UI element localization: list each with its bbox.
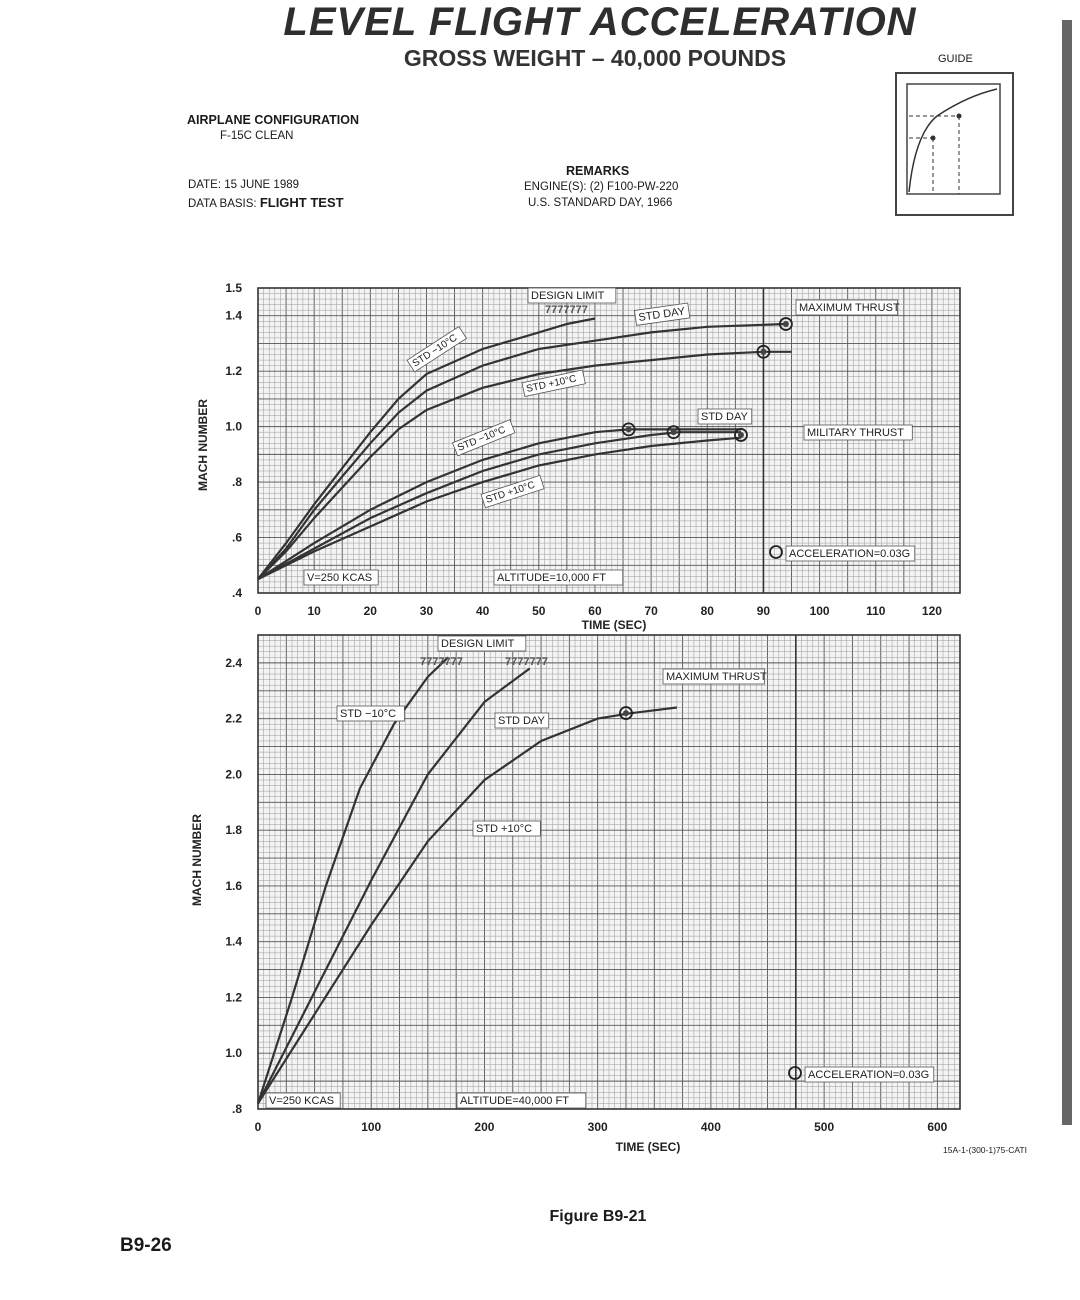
chart1-y-tick-label: 1.5	[225, 281, 242, 295]
chart1-label-std-day-mil-group	[698, 409, 752, 424]
page-number: B9-26	[120, 1235, 172, 1256]
chart1-label-altitude-group	[494, 570, 623, 585]
chart2-label-altitude-group	[457, 1093, 586, 1108]
chart2-label-maximum-thrust-group	[663, 669, 767, 684]
chart2-label-std-minus10: STD −10°C	[340, 708, 397, 720]
chart2-marker-dot	[623, 710, 629, 716]
chart1-label-maximum-thrust-group	[796, 300, 900, 315]
guide-label: GUIDE	[938, 53, 973, 65]
chart1-label-design-limit-group	[528, 288, 616, 303]
chart2-label-maximum-thrust: MAXIMUM THRUST	[666, 671, 767, 683]
page-title: LEVEL FLIGHT ACCELERATION	[283, 0, 917, 44]
chart1-x-tick-label: 120	[921, 604, 942, 618]
chart1-design-limit-hatch: 7777777	[545, 304, 588, 316]
chart2-y-tick-label: 2.0	[225, 767, 242, 782]
chart2-y-tick-label: 2.2	[225, 711, 242, 726]
chart1-label-std-plus10-mil: STD +10°C	[484, 479, 537, 506]
chart1-label-design-limit: DESIGN LIMIT	[531, 290, 605, 302]
page-subtitle: GROSS WEIGHT – 40,000 POUNDS	[403, 45, 787, 71]
remarks-heading: REMARKS	[566, 164, 630, 178]
chart1-y-tick-label: .6	[231, 530, 242, 545]
chart2-label-altitude: ALTITUDE=40,000 FT	[460, 1095, 569, 1107]
chart1-x-tick-label: 40	[475, 604, 490, 618]
chart1-y-tick-label: .8	[231, 475, 242, 490]
chart2-label-acceleration: ACCELERATION=0.03G	[808, 1069, 930, 1081]
chart1-label-velocity: V=250 KCAS	[307, 572, 373, 584]
chart1-x-tick-label: 80	[700, 604, 714, 618]
chart2-x-tick-label: 0	[254, 1120, 262, 1134]
chart1-marker-dot	[738, 432, 744, 438]
chart2-x-tick-label: 100	[361, 1120, 382, 1134]
chart1-x-tick-label: 30	[419, 604, 434, 618]
chart2-label-std-day-group	[495, 713, 549, 728]
config-heading: AIRPLANE CONFIGURATION	[187, 113, 359, 127]
chart1-label-altitude: ALTITUDE=10,000 FT	[497, 572, 606, 584]
chart2-design-limit-hatch-1: 7777777	[420, 656, 463, 668]
chart2-label-std-plus10-group	[473, 821, 540, 836]
remarks-engines: ENGINE(S): (2) F100-PW-220	[524, 181, 679, 193]
chart1-label-std-minus10-mil: STD −10°C	[456, 424, 508, 454]
chart1-x-axis-label: TIME (SEC)	[581, 618, 647, 632]
chart2-y-tick-label: 1.6	[225, 878, 242, 893]
chart2-x-tick-label: 500	[814, 1120, 835, 1134]
chart2-x-tick-label: 300	[587, 1120, 608, 1134]
chart1-x-tick-label: 10	[307, 604, 321, 618]
config-aircraft: F-15C CLEAN	[220, 130, 294, 142]
chart1-label-std-day-mil: STD DAY	[701, 411, 748, 423]
data-basis-label: DATA BASIS:	[188, 198, 257, 210]
chart1-label-military-thrust: MILITARY THRUST	[807, 427, 904, 439]
chart1-label-std-minus10-max: STD −10°C	[410, 332, 460, 370]
chart1-marker-dot	[760, 349, 766, 355]
chart2-x-tick-label: 400	[700, 1120, 721, 1134]
chart1-x-tick-label: 50	[532, 604, 546, 618]
chart2-label-design-limit-group	[438, 636, 526, 651]
chart1-label-std-plus10-max: STD +10°C	[525, 373, 578, 395]
chart1-marker-dot	[671, 429, 677, 435]
chart2-design-limit-hatch-2: 7777777	[505, 656, 548, 668]
chart1-x-tick-label: 90	[756, 604, 771, 618]
chart1-x-tick-label: 100	[809, 604, 830, 618]
chart2-label-std-day: STD DAY	[498, 715, 545, 727]
chart2-label-acceleration-group	[805, 1067, 934, 1082]
chart2-x-tick-label: 200	[474, 1120, 495, 1134]
chart1-x-tick-label: 70	[644, 604, 658, 618]
chart2-y-tick-label: .8	[231, 1102, 242, 1116]
figure-caption: Figure B9-21	[549, 1208, 647, 1225]
chart1-label-acceleration: ACCELERATION=0.03G	[789, 548, 911, 560]
chart2-y-tick-label: 2.4	[225, 655, 242, 670]
chart2-x-tick-label: 600	[927, 1120, 948, 1134]
chart1-y-axis-label: MACH NUMBER	[196, 399, 210, 491]
chart1-label-acceleration-group	[786, 546, 915, 561]
chart2-label-design-limit: DESIGN LIMIT	[441, 638, 515, 650]
chart1-x-tick-label: 0	[254, 604, 262, 618]
remarks-atmosphere: U.S. STANDARD DAY, 1966	[528, 197, 673, 209]
chart2-y-tick-label: 1.0	[225, 1046, 242, 1061]
chart2-x-axis-label: TIME (SEC)	[615, 1140, 681, 1154]
chart2-y-tick-label: 1.2	[225, 990, 242, 1005]
figure-reference: 15A-1-(300-1)75-CATI	[943, 1145, 1027, 1155]
chart1-y-tick-label: 1.0	[225, 419, 242, 434]
chart1-label-maximum-thrust: MAXIMUM THRUST	[799, 302, 900, 314]
chart2-label-velocity: V=250 KCAS	[269, 1095, 335, 1107]
chart2-y-tick-label: 1.4	[225, 934, 242, 949]
chart2-label-std-plus10: STD +10°C	[476, 823, 533, 835]
chart2-y-axis-label: MACH NUMBER	[190, 814, 204, 906]
chart2-label-std-minus10-group	[337, 706, 404, 721]
chart1-marker-dot	[626, 426, 632, 432]
chart2-y-tick-label: 1.8	[225, 823, 242, 838]
chart1-x-tick-label: 20	[363, 604, 377, 618]
chart1-y-tick-label: 1.2	[225, 364, 242, 379]
chart1-label-std-day-max: STD DAY	[637, 305, 686, 324]
chart1-label-military-thrust-group	[804, 425, 912, 440]
chart1-x-tick-label: 110	[866, 604, 886, 618]
data-basis-value: FLIGHT TEST	[259, 195, 344, 210]
chart1-label-velocity-group	[304, 570, 378, 585]
chart2-label-velocity-group	[266, 1093, 340, 1108]
chart1-marker-dot	[783, 321, 789, 327]
chart1-y-tick-label: 1.4	[225, 308, 242, 323]
chart1-y-tick-label: .4	[231, 586, 242, 600]
chart1-x-tick-label: 60	[588, 604, 602, 618]
config-date: DATE: 15 JUNE 1989	[188, 179, 300, 191]
